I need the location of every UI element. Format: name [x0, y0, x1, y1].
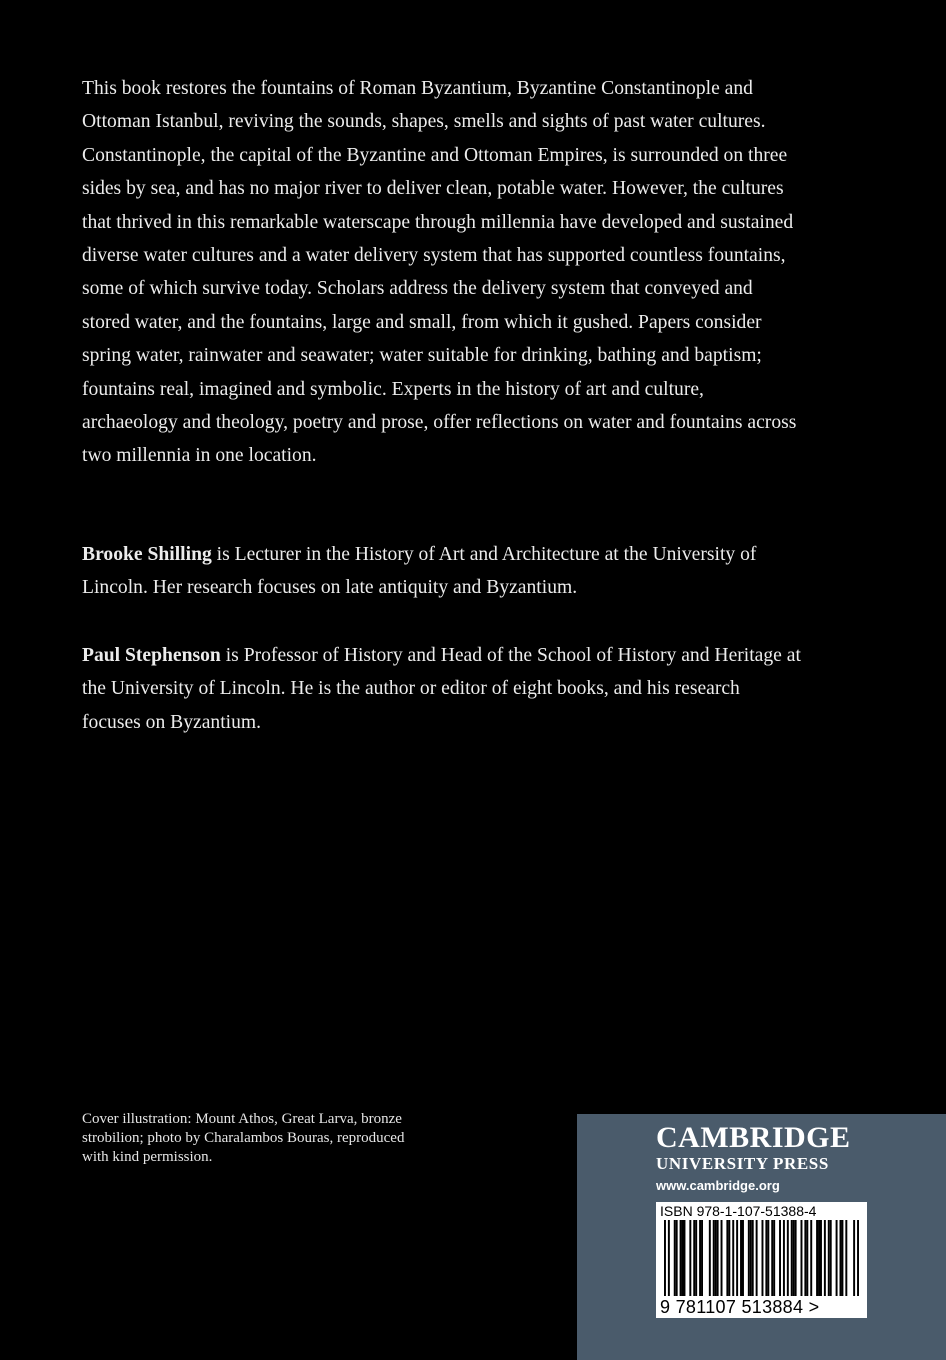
isbn-label: ISBN 978-1-107-51388-4 [660, 1203, 817, 1219]
barcode-bar [765, 1220, 767, 1296]
barcode-bar [715, 1220, 717, 1296]
barcode-bar [820, 1220, 822, 1296]
barcode-bar [828, 1220, 830, 1296]
barcode-bar [721, 1220, 723, 1296]
barcode-bar [689, 1220, 691, 1296]
barcode-bar [680, 1220, 682, 1296]
barcode-bar [676, 1220, 678, 1296]
barcode-bar [840, 1220, 842, 1296]
author-bio-shilling-text: is Lecturer in the History of Art and Architecture at the University of Lincoln. Her research focuses on late antiquity and Byzantium. [82, 544, 757, 599]
barcode-digits: 9 781107 513884 > [660, 1297, 820, 1317]
author-bio-stephenson-text: is Professor of History and Head of the School of History and Heritage at the University of Lincoln. He is the author or editor of eight books, and his research focuses on Byzantium. [82, 645, 801, 733]
barcode-bar [693, 1220, 695, 1296]
barcode-bar [836, 1220, 838, 1296]
barcode-bar [767, 1220, 769, 1296]
barcode-bar [804, 1220, 806, 1296]
barcode-bar [783, 1220, 785, 1296]
barcode-bar [701, 1220, 703, 1296]
barcode-bar [709, 1220, 711, 1296]
barcode-bar [728, 1220, 730, 1296]
publisher-panel [577, 1114, 946, 1360]
author-bio-stephenson [82, 639, 802, 739]
barcode-bar [742, 1220, 744, 1296]
publisher-url: www.cambridge.org [656, 1178, 780, 1193]
barcode-bar [806, 1220, 808, 1296]
barcode-bar [682, 1220, 684, 1296]
barcode-bar [695, 1220, 697, 1296]
barcode-bar [824, 1220, 826, 1296]
author-name-stephenson: Paul Stephenson [82, 645, 221, 666]
cover-illustration-credit: Cover illustration: Mount Athos, Great Larva, bronze strobilion; photo by Charalambos Bouras, reproduced with kind permission. [82, 1111, 405, 1165]
barcode-bar [773, 1220, 775, 1296]
barcode-bar [787, 1220, 789, 1296]
barcode-bar [801, 1220, 803, 1296]
barcode-bar [748, 1220, 750, 1296]
barcode-bar [756, 1220, 758, 1296]
barcode-bar [668, 1220, 670, 1296]
barcode-bar [750, 1220, 752, 1296]
barcode-bar [752, 1220, 754, 1296]
barcode-bar [674, 1220, 676, 1296]
barcode-bar [684, 1220, 686, 1296]
barcode-bar [732, 1220, 734, 1296]
barcode-bar [664, 1220, 666, 1296]
barcode-bar [762, 1220, 764, 1296]
author-name-shilling: Brooke Shilling [82, 544, 212, 565]
publisher-logo-name: CAMBRIDGE [656, 1121, 851, 1154]
barcode-bar [795, 1220, 797, 1296]
barcode-block [656, 1202, 867, 1318]
barcode-bar [699, 1220, 701, 1296]
barcode-bar [779, 1220, 781, 1296]
barcode-bar [853, 1220, 855, 1296]
barcode-bar [791, 1220, 793, 1296]
barcode-bar [810, 1220, 812, 1296]
barcode-bar [726, 1220, 728, 1296]
barcode-bar [845, 1220, 847, 1296]
barcode-bar [713, 1220, 715, 1296]
author-bio-shilling [82, 538, 802, 605]
barcode-bar [736, 1220, 738, 1296]
barcode-bar [793, 1220, 795, 1296]
back-cover-blurb: This book restores the fountains of Roman Byzantium, Byzantine Constantinople and Ottoman Istanbul, reviving the sounds, shapes, smells and sights of past water cultures. Constantinople, the capital of the Byzantine and Ottoman Empires, is surrounded on three sides by sea, and has no major river to deliver clean, potable water. However, the cultures that thrived in this remarkable waterscape through millennia have developed and sustained diverse water cultures and a water delivery system that has supported countless fountains, some of which survive today. Scholars address the delivery system that conveyed and stored water, and the fountains, large and small, from which it gushed. Papers consider spring water, rainwater and seawater; water suitable for drinking, bathing and baptism; fountains real, imagined and symbolic. Experts in the history of art and culture, archaeology and theology, poetry and prose, offer reflections on water and fountains across two millennia in one location. [82, 78, 797, 467]
barcode-bar [740, 1220, 742, 1296]
barcode-bars [656, 1220, 867, 1298]
barcode-bar [816, 1220, 818, 1296]
barcode-bar [818, 1220, 820, 1296]
barcode-bar [857, 1220, 859, 1296]
publisher-logo-subname: UNIVERSITY PRESS [656, 1154, 829, 1173]
barcode-bar [841, 1220, 843, 1296]
barcode-bar [830, 1220, 832, 1296]
barcode-bar [717, 1220, 719, 1296]
barcode-bar [771, 1220, 773, 1296]
